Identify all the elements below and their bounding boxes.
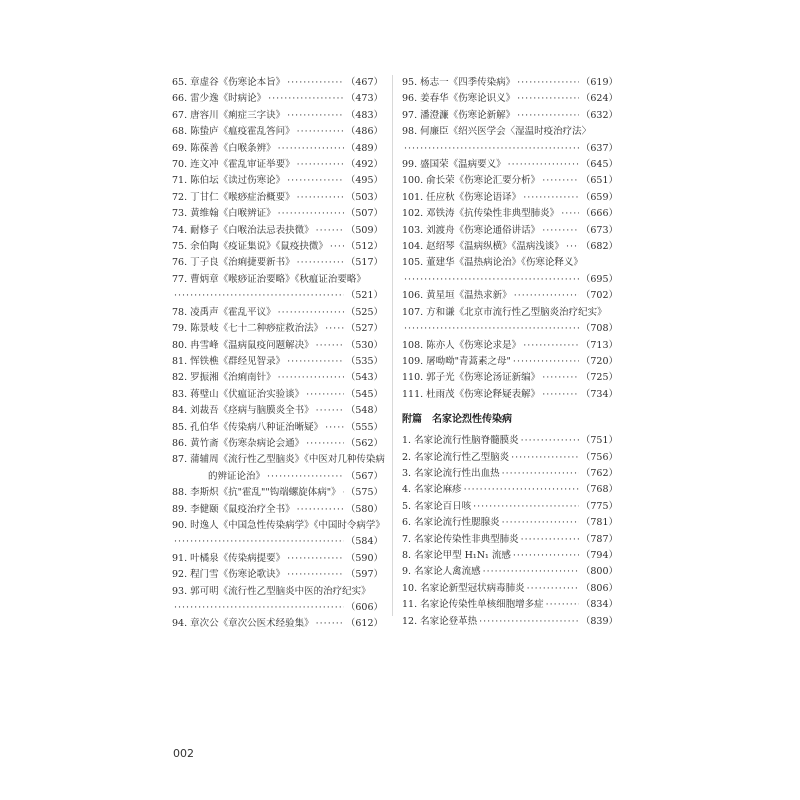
- toc-entry-page: （708）: [580, 323, 618, 335]
- toc-entry-page: （725）: [580, 372, 618, 384]
- leader-dots: [174, 534, 344, 550]
- leader-dots: [297, 190, 344, 206]
- toc-entry[interactable]: [402, 206, 618, 222]
- toc-entry-title: 108. 陈亦人《伤寒论求是》: [402, 339, 522, 351]
- toc-entry-title: 98. 何廉臣《绍兴医学会〈湿温时疫治疗法〉: [402, 126, 592, 138]
- toc-entry[interactable]: [172, 387, 383, 403]
- leader-dots: [268, 91, 344, 107]
- toc-entry[interactable]: [402, 515, 618, 531]
- toc-entry[interactable]: [402, 288, 618, 304]
- toc-entry[interactable]: [172, 354, 383, 370]
- toc-entry-page: （637）: [580, 142, 618, 154]
- toc-entry-title: 93. 郭可明《流行性乙型脑炎中医的治疗纪实》: [172, 585, 371, 597]
- toc-entry-page: （548）: [345, 405, 383, 417]
- toc-entry-page: （486）: [345, 126, 383, 138]
- toc-entry[interactable]: [402, 108, 618, 124]
- toc-entry[interactable]: [172, 91, 383, 107]
- toc-entry-title: 88. 李斯炽《抗"霍乱""钩端螺旋体病"》: [172, 487, 341, 499]
- toc-entry[interactable]: [402, 532, 618, 548]
- toc-entry[interactable]: [172, 485, 383, 501]
- leader-dots: [513, 548, 579, 564]
- leader-dots: [566, 239, 579, 255]
- toc-entry-page: （651）: [580, 175, 618, 187]
- toc-entry[interactable]: [172, 75, 383, 91]
- toc-entry-title: 109. 屠呦呦"青蒿素之母": [402, 355, 511, 367]
- toc-entry-page: （781）: [580, 517, 618, 529]
- toc-entry-title: 72. 丁甘仁《喉痧症治概要》: [172, 191, 295, 203]
- toc-entry-page: （567）: [345, 470, 383, 482]
- toc-entry-page: （673）: [580, 224, 618, 236]
- toc-entry-title: 95. 杨志一《四季传染病》: [402, 77, 516, 88]
- leader-dots: [483, 564, 579, 580]
- leader-dots: [287, 173, 344, 189]
- toc-entry[interactable]: [402, 614, 618, 630]
- toc-entry-page: （517）: [345, 257, 383, 269]
- toc-entry-page: （768）: [580, 484, 618, 496]
- toc-entry[interactable]: [402, 305, 618, 338]
- leader-dots: [287, 551, 344, 567]
- leader-dots: [316, 403, 344, 419]
- toc-right-column: [402, 75, 618, 630]
- leader-dots: [517, 91, 579, 107]
- toc-entry-page: （682）: [580, 241, 618, 253]
- toc-entry-title: 77. 曹炳章《喉痧证治要略》《秋瘟证治要略》: [172, 273, 366, 285]
- toc-entry-title: 69. 陈葆善《白喉条辨》: [172, 142, 276, 154]
- toc-entry-page: （806）: [580, 582, 618, 594]
- leader-dots: [287, 567, 344, 583]
- toc-entry-title: 104. 赵绍琴《温病纵横》《温病浅谈》: [402, 241, 564, 253]
- leader-dots: [523, 190, 579, 206]
- leader-dots: [287, 354, 344, 370]
- leader-dots: [287, 75, 344, 91]
- leader-dots: [479, 614, 579, 630]
- toc-left-column: [172, 75, 393, 630]
- leader-dots: [297, 124, 344, 140]
- leader-dots: [404, 272, 579, 288]
- toc-entry-title: 105. 董建华《温热病论治》《伤寒论释义》: [402, 257, 583, 269]
- toc-entry[interactable]: [402, 190, 618, 206]
- toc-entry-page: （839）: [580, 615, 618, 627]
- toc-entry-page: （612）: [345, 618, 383, 630]
- toc-entry-title: 89. 李健颐《鼠疫治疗全书》: [172, 503, 295, 515]
- appendix-heading: [402, 411, 618, 429]
- leader-dots: [542, 370, 579, 386]
- toc-entry-page: （619）: [580, 77, 618, 88]
- toc-entry[interactable]: [402, 157, 618, 173]
- toc-entry-title: 84. 刘裁吾《痉病与脑膜炎全书》: [172, 405, 314, 417]
- appendix-label: 附篇: [402, 414, 422, 426]
- toc-entry-page: （535）: [345, 355, 383, 367]
- toc-entry[interactable]: [402, 370, 618, 386]
- toc-entry[interactable]: [172, 255, 383, 271]
- toc-entry[interactable]: [402, 466, 618, 482]
- toc-entry-title: 5. 名家论百日咳: [402, 500, 472, 512]
- leader-dots: [542, 173, 579, 189]
- toc-entry-page: （467）: [345, 77, 383, 88]
- toc-entry-title: 9. 名家论人禽流感: [402, 566, 481, 578]
- leader-dots: [517, 75, 579, 91]
- toc-entry-title: 92. 程门雪《伤寒论歌诀》: [172, 569, 286, 581]
- toc-entry[interactable]: [172, 239, 383, 255]
- toc-entry-page: （575）: [345, 487, 383, 499]
- leader-dots: [404, 321, 579, 337]
- leader-dots: [513, 354, 579, 370]
- toc-entry[interactable]: [402, 223, 618, 239]
- page-number: 002: [173, 747, 194, 760]
- leader-dots: [511, 450, 579, 466]
- toc-entry-page: （606）: [345, 602, 383, 613]
- toc-entry[interactable]: [172, 338, 383, 354]
- toc-entry-title: 94. 章次公《章次公医术经验集》: [172, 618, 314, 630]
- leader-dots: [297, 502, 344, 518]
- toc-entry-title: 3. 名家论流行性出血热: [402, 467, 500, 479]
- toc-entry-page: （702）: [580, 290, 618, 302]
- toc-entry-title: 1. 名家论流行性脑脊髓膜炎: [402, 435, 519, 447]
- toc-entry-page: （555）: [345, 421, 383, 433]
- leader-dots: [502, 515, 579, 531]
- toc-entry-title: 4. 名家论麻疹: [402, 484, 462, 496]
- toc-entry-page: （734）: [580, 388, 618, 400]
- toc-entry[interactable]: [172, 108, 383, 124]
- leader-dots: [521, 532, 579, 548]
- toc-entry-page: （495）: [345, 175, 383, 187]
- toc-entry-title: 12. 名家论登革热: [402, 615, 478, 627]
- leader-dots: [278, 141, 344, 157]
- toc-entry-title: 66. 雷少逸《时病论》: [172, 93, 267, 105]
- leader-dots: [546, 597, 579, 613]
- toc-entry-title: 6. 名家论流行性腮腺炎: [402, 517, 500, 529]
- toc-entry-page: （590）: [345, 552, 383, 564]
- toc-entry[interactable]: [172, 551, 383, 567]
- toc-entry[interactable]: [172, 452, 383, 485]
- toc-entry[interactable]: [172, 403, 383, 419]
- leader-dots: [343, 485, 344, 501]
- toc-entry[interactable]: [172, 420, 383, 436]
- toc-entry[interactable]: [172, 305, 383, 321]
- leader-dots: [325, 420, 344, 436]
- leader-dots: [523, 338, 579, 354]
- leader-dots: [297, 255, 344, 271]
- toc-entry[interactable]: [172, 436, 383, 452]
- toc-entry[interactable]: [402, 482, 618, 498]
- toc-entry[interactable]: [172, 502, 383, 518]
- toc-entry[interactable]: [172, 190, 383, 206]
- toc-entry-title: 82. 罗振湘《治痢南针》: [172, 372, 276, 384]
- toc-entry-page: （775）: [580, 500, 618, 512]
- toc-entry-title: 85. 孔伯华《传染病八种证治晰疑》: [172, 421, 324, 433]
- toc-entry-page: （527）: [345, 323, 383, 335]
- toc-entry-title: 8. 名家论甲型 H₁N₁ 流感: [402, 549, 511, 561]
- toc-entry-page: （492）: [345, 159, 383, 171]
- toc-entry[interactable]: [402, 124, 618, 157]
- leader-dots: [502, 466, 579, 482]
- toc-entry-title: 75. 余伯陶《疫证集说》《鼠疫抉微》: [172, 241, 328, 253]
- toc-entry[interactable]: [402, 173, 618, 189]
- toc-entry[interactable]: [402, 75, 618, 91]
- toc-entry[interactable]: [172, 616, 383, 632]
- toc-entry-page: （512）: [345, 241, 383, 253]
- leader-dots: [517, 108, 579, 124]
- toc-entry-title: 11. 名家论传染性单核细胞增多症: [402, 599, 544, 611]
- leader-dots: [464, 482, 579, 498]
- leader-dots: [473, 499, 579, 515]
- toc-entry[interactable]: [402, 433, 618, 449]
- leader-dots: [330, 239, 344, 255]
- toc-entry-title: 102. 邓铁涛《抗传染性非典型肺炎》: [402, 208, 560, 220]
- toc-entry-page: （507）: [345, 208, 383, 220]
- toc-entry-page: （509）: [345, 224, 383, 236]
- toc-entry-title: 103. 刘渡舟《伤寒论通俗讲话》: [402, 224, 541, 236]
- toc-entry-title: 83. 蒋璧山《伏瘟证治实验谈》: [172, 388, 305, 400]
- toc-entry-page: （580）: [345, 503, 383, 515]
- leader-dots: [278, 206, 344, 222]
- leader-dots: [278, 305, 344, 321]
- toc-entry[interactable]: [172, 206, 383, 222]
- toc-entry-page: （489）: [345, 142, 383, 154]
- toc-entry[interactable]: [172, 173, 383, 189]
- leader-dots: [316, 223, 344, 239]
- toc-entry[interactable]: [402, 255, 618, 288]
- toc-entry[interactable]: [172, 567, 383, 583]
- leader-dots: [325, 321, 344, 337]
- appendix-title: 名家论烈性传染病: [432, 414, 512, 426]
- toc-entry-title: 74. 耐修子《白喉治法忌表抉微》: [172, 224, 314, 236]
- toc-entry-title: 97. 潘澄濂《伤寒论新解》: [402, 109, 516, 121]
- toc-entry[interactable]: [172, 272, 383, 305]
- toc-entry[interactable]: [402, 354, 618, 370]
- toc-entry-title: 91. 叶橘泉《传染病提要》: [172, 552, 286, 564]
- toc-entry-title: 80. 冉雪峰《温病鼠疫问题解决》: [172, 339, 314, 351]
- toc-entry-page: （632）: [580, 109, 618, 121]
- toc-entry-title-continued: 的辨证论治》: [208, 470, 266, 482]
- leader-dots: [306, 436, 344, 452]
- toc-entry-page: （800）: [580, 566, 618, 578]
- toc-entry-page: （473）: [345, 93, 383, 105]
- toc-entry[interactable]: [402, 91, 618, 107]
- toc-entry-page: （794）: [580, 549, 618, 561]
- toc-entry-title: 71. 陈伯坛《读过伤寒论》: [172, 175, 286, 187]
- leader-dots: [508, 157, 579, 173]
- toc-entry-page: （545）: [345, 388, 383, 400]
- leader-dots: [521, 433, 579, 449]
- toc-entry-page: （756）: [580, 451, 618, 463]
- toc-entry-title: 7. 名家论传染性非典型肺炎: [402, 533, 519, 545]
- toc-entry-title: 90. 时逸人《中国急性传染病学》《中国时令病学》: [172, 519, 385, 531]
- toc-entry-page: （713）: [580, 339, 618, 351]
- toc-entry-page: （751）: [580, 435, 618, 447]
- toc-entry-page: （762）: [580, 467, 618, 479]
- toc-entry-page: （720）: [580, 355, 618, 367]
- leader-dots: [542, 223, 579, 239]
- toc-entry-title: 107. 方和谦《北京市流行性乙型脑炎治疗纪实》: [402, 306, 607, 318]
- leader-dots: [561, 206, 579, 222]
- leader-dots: [287, 108, 344, 124]
- toc-entry[interactable]: [402, 581, 618, 597]
- toc-entry-page: （584）: [345, 536, 383, 548]
- toc-entry-page: （562）: [345, 437, 383, 449]
- toc-entry[interactable]: [402, 338, 618, 354]
- toc-entry-title: 111. 杜雨茂《伤寒论释疑表解》: [402, 388, 541, 400]
- toc-entry-page: （695）: [580, 273, 618, 285]
- toc-entry-title: 76. 丁子良《治痢捷要新书》: [172, 257, 295, 269]
- leader-dots: [174, 600, 344, 616]
- leader-dots: [316, 338, 344, 354]
- toc-entry[interactable]: [402, 564, 618, 580]
- toc-entry-title: 110. 郭子光《伤寒论汤证新编》: [402, 372, 541, 384]
- toc-entry[interactable]: [402, 548, 618, 564]
- toc-entry-title: 10. 名家论新型冠状病毒肺炎: [402, 582, 525, 594]
- toc-entry-page: （645）: [580, 159, 618, 171]
- toc-entry[interactable]: [402, 450, 618, 466]
- toc-entry-title: 106. 黄星垣《温热求新》: [402, 290, 512, 302]
- toc-entry-page: （521）: [345, 290, 383, 302]
- toc-entry-title: 100. 俞长荣《伤寒论汇要分析》: [402, 175, 541, 187]
- toc-entry-page: （597）: [345, 569, 383, 581]
- toc-entry-page: （525）: [345, 306, 383, 318]
- toc-entry[interactable]: [172, 124, 383, 140]
- toc-entry-title: 67. 唐容川《痢症三字诀》: [172, 109, 286, 121]
- toc-entry[interactable]: [402, 239, 618, 255]
- leader-dots: [316, 616, 344, 632]
- toc-entry-title: 73. 黄维翰《白喉辨证》: [172, 208, 276, 220]
- leader-dots: [297, 157, 344, 173]
- toc-entry-page: （503）: [345, 191, 383, 203]
- toc-entry-title: 81. 恽铁樵《群经见智录》: [172, 355, 286, 367]
- toc-entry-title: 96. 姜春华《伤寒论识义》: [402, 93, 516, 105]
- toc-entry[interactable]: [172, 584, 383, 617]
- toc-entry-page: （787）: [580, 533, 618, 545]
- leader-dots: [267, 469, 344, 485]
- toc-entry-title: 79. 陈景岐《七十二种痧症救治法》: [172, 323, 324, 335]
- toc-entry[interactable]: [402, 597, 618, 613]
- toc-entry[interactable]: [172, 141, 383, 157]
- toc-entry[interactable]: [172, 321, 383, 337]
- toc-entry-page: （530）: [345, 339, 383, 351]
- toc-entry[interactable]: [172, 223, 383, 239]
- toc-entry[interactable]: [402, 499, 618, 515]
- toc-entry-page: （624）: [580, 93, 618, 105]
- toc-entry-title: 101. 任应秋《伤寒论语译》: [402, 191, 522, 203]
- toc-entry-title: 99. 盛国荣《温病要义》: [402, 159, 506, 171]
- toc-entry-title: 86. 黄竹斋《伤寒杂病论会通》: [172, 437, 305, 449]
- toc-entry-title: 65. 章虚谷《伤寒论本旨》: [172, 77, 286, 88]
- toc-entry[interactable]: [402, 387, 618, 403]
- toc-entry-page: （659）: [580, 191, 618, 203]
- toc-entry-title: 68. 陈蛰庐《瘟疫霍乱答问》: [172, 126, 295, 138]
- leader-dots: [527, 581, 579, 597]
- leader-dots: [306, 387, 344, 403]
- toc-entry-title: 78. 凌禹声《霍乱平议》: [172, 306, 276, 318]
- toc-entry-title: 87. 蒲辅周《流行性乙型脑炎》《中医对几种传染病: [172, 454, 385, 466]
- toc-entry-title: 2. 名家论流行性乙型脑炎: [402, 451, 510, 463]
- toc-entry-page: （483）: [345, 109, 383, 121]
- toc-entry[interactable]: [172, 370, 383, 386]
- toc-entry-title: 70. 连文冲《霍乱审证举要》: [172, 159, 295, 171]
- leader-dots: [174, 288, 344, 304]
- toc-entry[interactable]: [172, 518, 383, 551]
- toc-entry-page: （666）: [580, 208, 618, 220]
- toc-entry-page: （543）: [345, 372, 383, 384]
- toc-entry[interactable]: [172, 157, 383, 173]
- leader-dots: [514, 288, 579, 304]
- leader-dots: [278, 370, 344, 386]
- toc-entry-page: （834）: [580, 599, 618, 611]
- leader-dots: [404, 141, 579, 157]
- leader-dots: [542, 387, 579, 403]
